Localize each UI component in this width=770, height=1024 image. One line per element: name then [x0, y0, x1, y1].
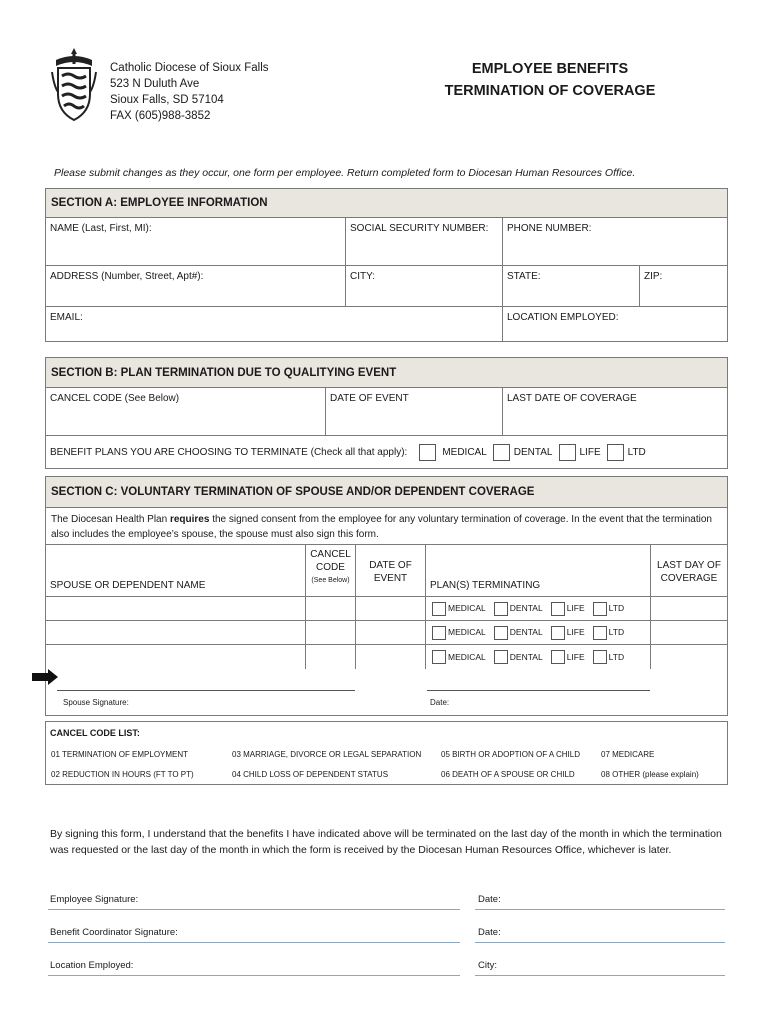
- last-day-input[interactable]: [651, 621, 727, 644]
- dependent-name-input[interactable]: [46, 597, 306, 620]
- city-label: City:: [478, 960, 497, 971]
- employee-signature-line[interactable]: [48, 909, 460, 910]
- life-label: LIFE: [579, 446, 601, 458]
- col-cancel-code: [306, 545, 356, 596]
- dental-checkbox[interactable]: [493, 444, 510, 461]
- life-checkbox[interactable]: [551, 650, 565, 664]
- section-c: [45, 476, 728, 716]
- form-title-line1: EMPLOYEE BENEFITS: [471, 61, 629, 77]
- org-street: 523 N Duluth Ave: [110, 78, 200, 90]
- section-a-row-3: [46, 307, 727, 341]
- arrow-right-icon: [32, 669, 58, 685]
- form-title-line2: TERMINATION OF COVERAGE: [444, 83, 656, 99]
- last-day-input[interactable]: [651, 645, 727, 669]
- dental-label: DENTAL: [509, 627, 543, 637]
- section-c-title: SECTION C: VOLUNTARY TERMINATION OF SPOUSE AND/OR DEPENDENT COVERAGE: [46, 477, 727, 508]
- cancel-code-05: 05 BIRTH OR ADOPTION OF A CHILD: [441, 750, 580, 759]
- cancel-code-field[interactable]: [46, 388, 326, 435]
- table-row: [46, 645, 727, 669]
- location-employed-label: Location Employed:: [50, 960, 134, 971]
- ltd-checkbox[interactable]: [593, 626, 607, 640]
- zip-field[interactable]: [640, 266, 727, 306]
- medical-checkbox[interactable]: [419, 444, 436, 461]
- instructions: Please submit changes as they occur, one form per employee. Return completed form to Diocesan Human Resources Office.: [54, 167, 636, 179]
- cancel-code-input[interactable]: [306, 621, 356, 644]
- life-label: LIFE: [566, 603, 585, 613]
- city-line[interactable]: [475, 975, 725, 976]
- dependent-table-header: [46, 545, 727, 597]
- section-a-row-2: [46, 266, 727, 307]
- medical-label: MEDICAL: [448, 627, 486, 637]
- cancel-code-06: 06 DEATH OF A SPOUSE OR CHILD: [441, 770, 575, 779]
- spouse-date-line[interactable]: [427, 690, 650, 691]
- ltd-label: LTD: [608, 651, 625, 662]
- date-of-event-field[interactable]: [326, 388, 503, 435]
- medical-label: MEDICAL: [448, 651, 486, 662]
- plans-cell: [426, 621, 651, 644]
- ltd-checkbox[interactable]: [593, 602, 607, 616]
- dental-label: DENTAL: [509, 603, 543, 613]
- section-c-paragraph-pre: The Diocesan Health Plan: [51, 514, 170, 525]
- medical-checkbox[interactable]: [432, 602, 446, 616]
- email-field[interactable]: [46, 307, 503, 341]
- phone-label: PHONE NUMBER:: [507, 223, 592, 234]
- table-row: [46, 621, 727, 645]
- cancel-code-03: 03 MARRIAGE, DIVORCE OR LEGAL SEPARATION: [232, 750, 422, 759]
- dental-label: DENTAL: [509, 651, 543, 662]
- medical-checkbox[interactable]: [432, 650, 446, 664]
- col-cancel-code-line3: (See Below): [311, 577, 350, 584]
- dental-label: DENTAL: [513, 446, 553, 458]
- cancel-code-04: 04 CHILD LOSS OF DEPENDENT STATUS: [232, 770, 389, 779]
- form-title: [420, 58, 680, 102]
- ltd-checkbox[interactable]: [593, 650, 607, 664]
- life-checkbox[interactable]: [551, 602, 565, 616]
- medical-label: MEDICAL: [442, 446, 487, 458]
- state-label: STATE:: [507, 271, 541, 282]
- zip-label: ZIP:: [644, 271, 663, 282]
- col-plans-terminating: PLAN(S) TERMINATING: [426, 545, 651, 596]
- section-a-row-1: [46, 218, 727, 266]
- cancel-code-02: 02 REDUCTION IN HOURS (FT TO PT): [51, 770, 194, 779]
- col-last-day-line1: LAST DAY OF: [657, 560, 721, 571]
- ltd-checkbox[interactable]: [607, 444, 624, 461]
- organization-address: [110, 60, 269, 124]
- cancel-code-input[interactable]: [306, 597, 356, 620]
- benefit-plans-label: BENEFIT PLANS YOU ARE CHOOSING TO TERMINATE (Check all that apply):: [50, 446, 408, 458]
- section-c-paragraph: [46, 508, 727, 544]
- section-c-paragraph-post: the signed consent from the employee for any voluntary termination of coverage. In the event that the termination also includes the employee’s spouse, the spouse must also sign this form.: [51, 514, 712, 540]
- ltd-label: LTD: [608, 627, 625, 637]
- coordinator-date-label: Date:: [478, 927, 501, 938]
- section-a: [45, 188, 728, 342]
- location-employed-line[interactable]: [48, 975, 460, 976]
- name-field[interactable]: [46, 218, 346, 265]
- ssn-label: SOCIAL SECURITY NUMBER:: [350, 223, 489, 234]
- dependent-name-input[interactable]: [46, 645, 306, 669]
- email-label: EMAIL:: [50, 312, 83, 323]
- cancel-code-list: [45, 721, 728, 785]
- cancel-code-07: 07 MEDICARE: [601, 750, 655, 759]
- medical-checkbox[interactable]: [432, 626, 446, 640]
- life-checkbox[interactable]: [551, 626, 565, 640]
- org-city-state: Sioux Falls, SD 57104: [110, 94, 224, 106]
- cancel-code-label: CANCEL CODE (See Below): [50, 393, 180, 404]
- phone-field[interactable]: [503, 218, 727, 265]
- name-label: NAME (Last, First, MI):: [50, 223, 152, 234]
- dental-checkbox[interactable]: [494, 626, 508, 640]
- section-b: [45, 357, 728, 469]
- ltd-label: LTD: [627, 446, 646, 458]
- coordinator-date-line[interactable]: [475, 942, 725, 943]
- col-last-day: [651, 545, 727, 596]
- plans-cell: [426, 597, 651, 620]
- life-label: LIFE: [566, 651, 585, 662]
- spouse-signature-line[interactable]: [57, 690, 355, 691]
- org-name: Catholic Diocese of Sioux Falls: [110, 62, 269, 74]
- location-employed-label: LOCATION EMPLOYED:: [507, 312, 619, 323]
- col-date-of-event-line1: DATE OF: [369, 560, 412, 571]
- col-cancel-code-line1: CANCEL: [310, 549, 351, 560]
- col-date-of-event: [356, 545, 426, 596]
- employee-date-line[interactable]: [475, 909, 725, 910]
- ssn-field[interactable]: [346, 218, 503, 265]
- table-row: [46, 597, 727, 621]
- cancel-code-01: 01 TERMINATION OF EMPLOYMENT: [51, 750, 189, 759]
- date-of-event-input[interactable]: [356, 597, 426, 620]
- location-employed-field[interactable]: [503, 307, 727, 341]
- employee-signature-label: Employee Signature:: [50, 894, 139, 905]
- consent-statement: By signing this form, I understand that the benefits I have indicated above will be terminated on the last day of the month in which the termination was requested or the last day of the month in which the form is received by the Diocesan Human Resources Office, whichever is later.: [50, 828, 722, 856]
- date-of-event-label: DATE OF EVENT: [330, 393, 409, 404]
- last-date-coverage-label: LAST DATE OF COVERAGE: [507, 393, 637, 404]
- dental-checkbox[interactable]: [494, 602, 508, 616]
- section-a-title: SECTION A: EMPLOYEE INFORMATION: [46, 189, 727, 218]
- plans-cell: [426, 645, 651, 669]
- cancel-code-08: 08 OTHER (please explain): [601, 770, 699, 779]
- date-of-event-input[interactable]: [356, 645, 426, 669]
- org-fax: FAX (605)988-3852: [110, 110, 211, 122]
- cancel-code-list-title: CANCEL CODE LIST:: [50, 728, 140, 738]
- date-of-event-input[interactable]: [356, 621, 426, 644]
- city-label: CITY:: [350, 271, 376, 282]
- city-field[interactable]: [346, 266, 503, 306]
- spouse-date-label: Date:: [430, 698, 450, 707]
- employee-date-label: Date:: [478, 894, 501, 905]
- coordinator-signature-label: Benefit Coordinator Signature:: [50, 927, 178, 938]
- spouse-signature-label: Spouse Signature:: [63, 698, 129, 707]
- col-cancel-code-line2: CODE: [316, 562, 345, 573]
- diocese-seal-icon: [50, 46, 98, 122]
- address-field[interactable]: [46, 266, 346, 306]
- last-day-input[interactable]: [651, 597, 727, 620]
- section-b-row-1: [46, 388, 727, 436]
- dependent-name-input[interactable]: [46, 621, 306, 644]
- ltd-label: LTD: [608, 603, 625, 613]
- col-last-day-line2: COVERAGE: [660, 573, 718, 584]
- col-dependent-name: SPOUSE OR DEPENDENT NAME: [46, 545, 306, 596]
- col-date-of-event-line2: EVENT: [373, 573, 408, 584]
- state-field[interactable]: [503, 266, 640, 306]
- section-c-paragraph-bold: requires: [169, 514, 210, 525]
- life-label: LIFE: [566, 627, 585, 637]
- dental-checkbox[interactable]: [494, 650, 508, 664]
- section-b-title: SECTION B: PLAN TERMINATION DUE TO QUALITYING EVENT: [46, 358, 727, 388]
- medical-label: MEDICAL: [448, 603, 486, 613]
- last-date-coverage-field[interactable]: [503, 388, 727, 435]
- coordinator-signature-line[interactable]: [48, 942, 460, 943]
- address-label: ADDRESS (Number, Street, Apt#):: [50, 271, 204, 282]
- benefit-plans-row: [46, 436, 727, 468]
- life-checkbox[interactable]: [559, 444, 576, 461]
- cancel-code-input[interactable]: [306, 645, 356, 669]
- dependent-table: [46, 544, 727, 669]
